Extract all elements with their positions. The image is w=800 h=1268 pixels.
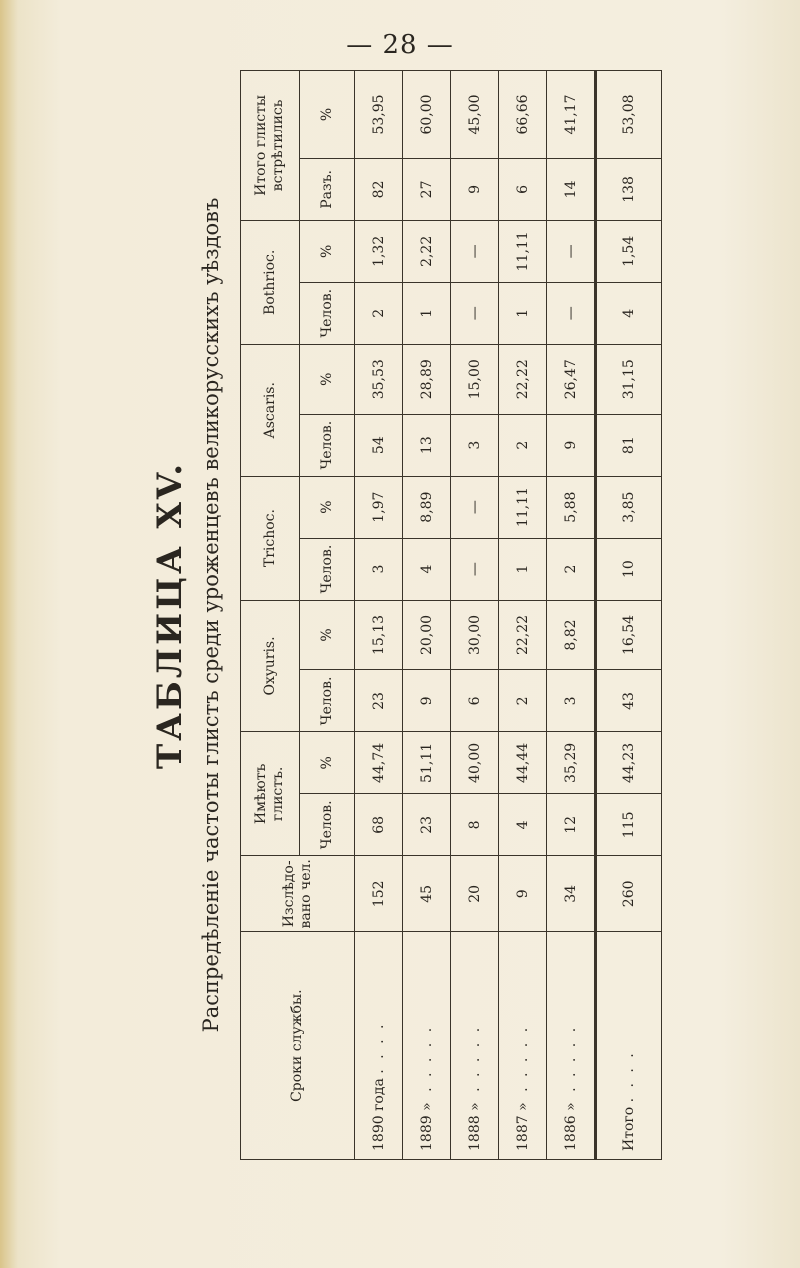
cell-ascaris-count: 2 [499, 414, 547, 476]
cell-have-worms-count: 68 [355, 794, 403, 856]
cell-trichoc-percent: 11,11 [499, 476, 547, 538]
cell-bothrioc-percent: — [547, 220, 596, 282]
cell-trichoc-count: 2 [547, 538, 596, 600]
cell-trichoc-percent: 5,88 [547, 476, 596, 538]
cell-oxyuris-percent: 15,13 [355, 600, 403, 670]
cell-have-worms-percent: 51,11 [403, 732, 451, 794]
cell-oxyuris-percent: 22,22 [499, 600, 547, 670]
row-term: 1889 » . . . . . [403, 932, 451, 1160]
table-row [355, 71, 403, 1160]
cell-oxyuris-percent: 20,00 [403, 600, 451, 670]
cell-examined: 20 [451, 856, 499, 932]
subheader-percent: % [300, 476, 355, 538]
cell-ascaris-percent: 35,53 [355, 344, 403, 414]
cell-ascaris-percent: 15,00 [451, 344, 499, 414]
cell-oxyuris-count: 43 [596, 670, 662, 732]
cell-have-worms-percent: 40,00 [451, 732, 499, 794]
cell-ascaris-percent: 28,89 [403, 344, 451, 414]
cell-bothrioc-count: 2 [355, 282, 403, 344]
subheader-percent: % [300, 220, 355, 282]
cell-examined: 9 [499, 856, 547, 932]
cell-have-worms-count: 4 [499, 794, 547, 856]
cell-trichoc-percent: 1,97 [355, 476, 403, 538]
page-number: — 28 — [346, 30, 454, 60]
subheader-people: Челов. [300, 282, 355, 344]
cell-total-percent: 66,66 [499, 71, 547, 159]
cell-trichoc-count: 3 [355, 538, 403, 600]
cell-trichoc-count: 4 [403, 538, 451, 600]
cell-examined: 34 [547, 856, 596, 932]
cell-total-percent: 53,08 [596, 71, 662, 159]
cell-have-worms-count: 115 [596, 794, 662, 856]
cell-have-worms-count: 12 [547, 794, 596, 856]
data-table [240, 70, 662, 1160]
header-oxyuris: Oxyuris. [241, 600, 300, 732]
cell-total-times: 6 [499, 158, 547, 220]
cell-ascaris-percent: 22,22 [499, 344, 547, 414]
cell-bothrioc-count: — [451, 282, 499, 344]
row-term: 1890 года . . . . [355, 932, 403, 1160]
cell-oxyuris-count: 9 [403, 670, 451, 732]
cell-examined: 260 [596, 856, 662, 932]
cell-have-worms-percent: 44,23 [596, 732, 662, 794]
cell-bothrioc-percent: 1,54 [596, 220, 662, 282]
header-bothrioc: Bothrioc. [241, 220, 300, 344]
subheader-people: Челов. [300, 414, 355, 476]
cell-oxyuris-count: 23 [355, 670, 403, 732]
cell-bothrioc-percent: — [451, 220, 499, 282]
cell-examined: 152 [355, 856, 403, 932]
cell-trichoc-count: 10 [596, 538, 662, 600]
header-ascaris: Ascaris. [241, 344, 300, 476]
table-row [451, 71, 499, 1160]
table-row [403, 71, 451, 1160]
cell-ascaris-count: 13 [403, 414, 451, 476]
table-caption: Распредѣленіе частоты глистъ среди уроженцевъ великорусскихъ уѣздовъ [199, 197, 223, 1033]
cell-oxyuris-percent: 8,82 [547, 600, 596, 670]
cell-have-worms-percent: 35,29 [547, 732, 596, 794]
cell-bothrioc-count: 1 [499, 282, 547, 344]
cell-total-times: 138 [596, 158, 662, 220]
rotated-table-block [150, 70, 800, 1160]
cell-trichoc-count: — [451, 538, 499, 600]
cell-total-percent: 45,00 [451, 71, 499, 159]
row-term: 1886 » . . . . . [547, 932, 596, 1160]
header-examined: Изслѣдо-вано чел. [241, 856, 355, 932]
header-total-found: Итого глисты встрѣтились [241, 71, 300, 221]
cell-oxyuris-count: 2 [499, 670, 547, 732]
row-term: 1887 » . . . . . [499, 932, 547, 1160]
cell-have-worms-count: 8 [451, 794, 499, 856]
subheader-percent: % [300, 71, 355, 159]
subheader-people: Челов. [300, 794, 355, 856]
cell-total-times: 27 [403, 158, 451, 220]
cell-ascaris-count: 3 [451, 414, 499, 476]
cell-bothrioc-percent: 1,32 [355, 220, 403, 282]
table-row [499, 71, 547, 1160]
header-term: Сроки службы. [241, 932, 355, 1160]
cell-ascaris-count: 9 [547, 414, 596, 476]
subheader-times: Разъ. [300, 158, 355, 220]
cell-have-worms-percent: 44,74 [355, 732, 403, 794]
cell-ascaris-count: 81 [596, 414, 662, 476]
cell-trichoc-percent: 8,89 [403, 476, 451, 538]
cell-bothrioc-count: — [547, 282, 596, 344]
cell-have-worms-count: 23 [403, 794, 451, 856]
cell-oxyuris-percent: 16,54 [596, 600, 662, 670]
row-term: 1888 » . . . . . [451, 932, 499, 1160]
cell-trichoc-count: 1 [499, 538, 547, 600]
cell-total-percent: 60,00 [403, 71, 451, 159]
cell-ascaris-count: 54 [355, 414, 403, 476]
table-total-row [596, 71, 662, 1160]
cell-have-worms-percent: 44,44 [499, 732, 547, 794]
cell-oxyuris-count: 3 [547, 670, 596, 732]
subheader-percent: % [300, 600, 355, 670]
cell-trichoc-percent: — [451, 476, 499, 538]
header-trichoc: Trichoc. [241, 476, 300, 600]
cell-total-times: 14 [547, 158, 596, 220]
subheader-people: Челов. [300, 670, 355, 732]
cell-examined: 45 [403, 856, 451, 932]
cell-total-percent: 53,95 [355, 71, 403, 159]
header-have-worms: Имѣютъ глистъ. [241, 732, 300, 856]
cell-ascaris-percent: 31,15 [596, 344, 662, 414]
cell-bothrioc-count: 1 [403, 282, 451, 344]
cell-total-percent: 41,17 [547, 71, 596, 159]
cell-oxyuris-count: 6 [451, 670, 499, 732]
cell-ascaris-percent: 26,47 [547, 344, 596, 414]
table-row [547, 71, 596, 1160]
subheader-percent: % [300, 344, 355, 414]
subheader-people: Челов. [300, 538, 355, 600]
cell-total-times: 9 [451, 158, 499, 220]
cell-total-times: 82 [355, 158, 403, 220]
table-title: ТАБЛИЦА XV. [150, 460, 190, 770]
row-term-total: Итого . . . . [596, 932, 662, 1160]
cell-bothrioc-percent: 2,22 [403, 220, 451, 282]
cell-oxyuris-percent: 30,00 [451, 600, 499, 670]
cell-bothrioc-percent: 11,11 [499, 220, 547, 282]
cell-trichoc-percent: 3,85 [596, 476, 662, 538]
subheader-percent: % [300, 732, 355, 794]
cell-bothrioc-count: 4 [596, 282, 662, 344]
